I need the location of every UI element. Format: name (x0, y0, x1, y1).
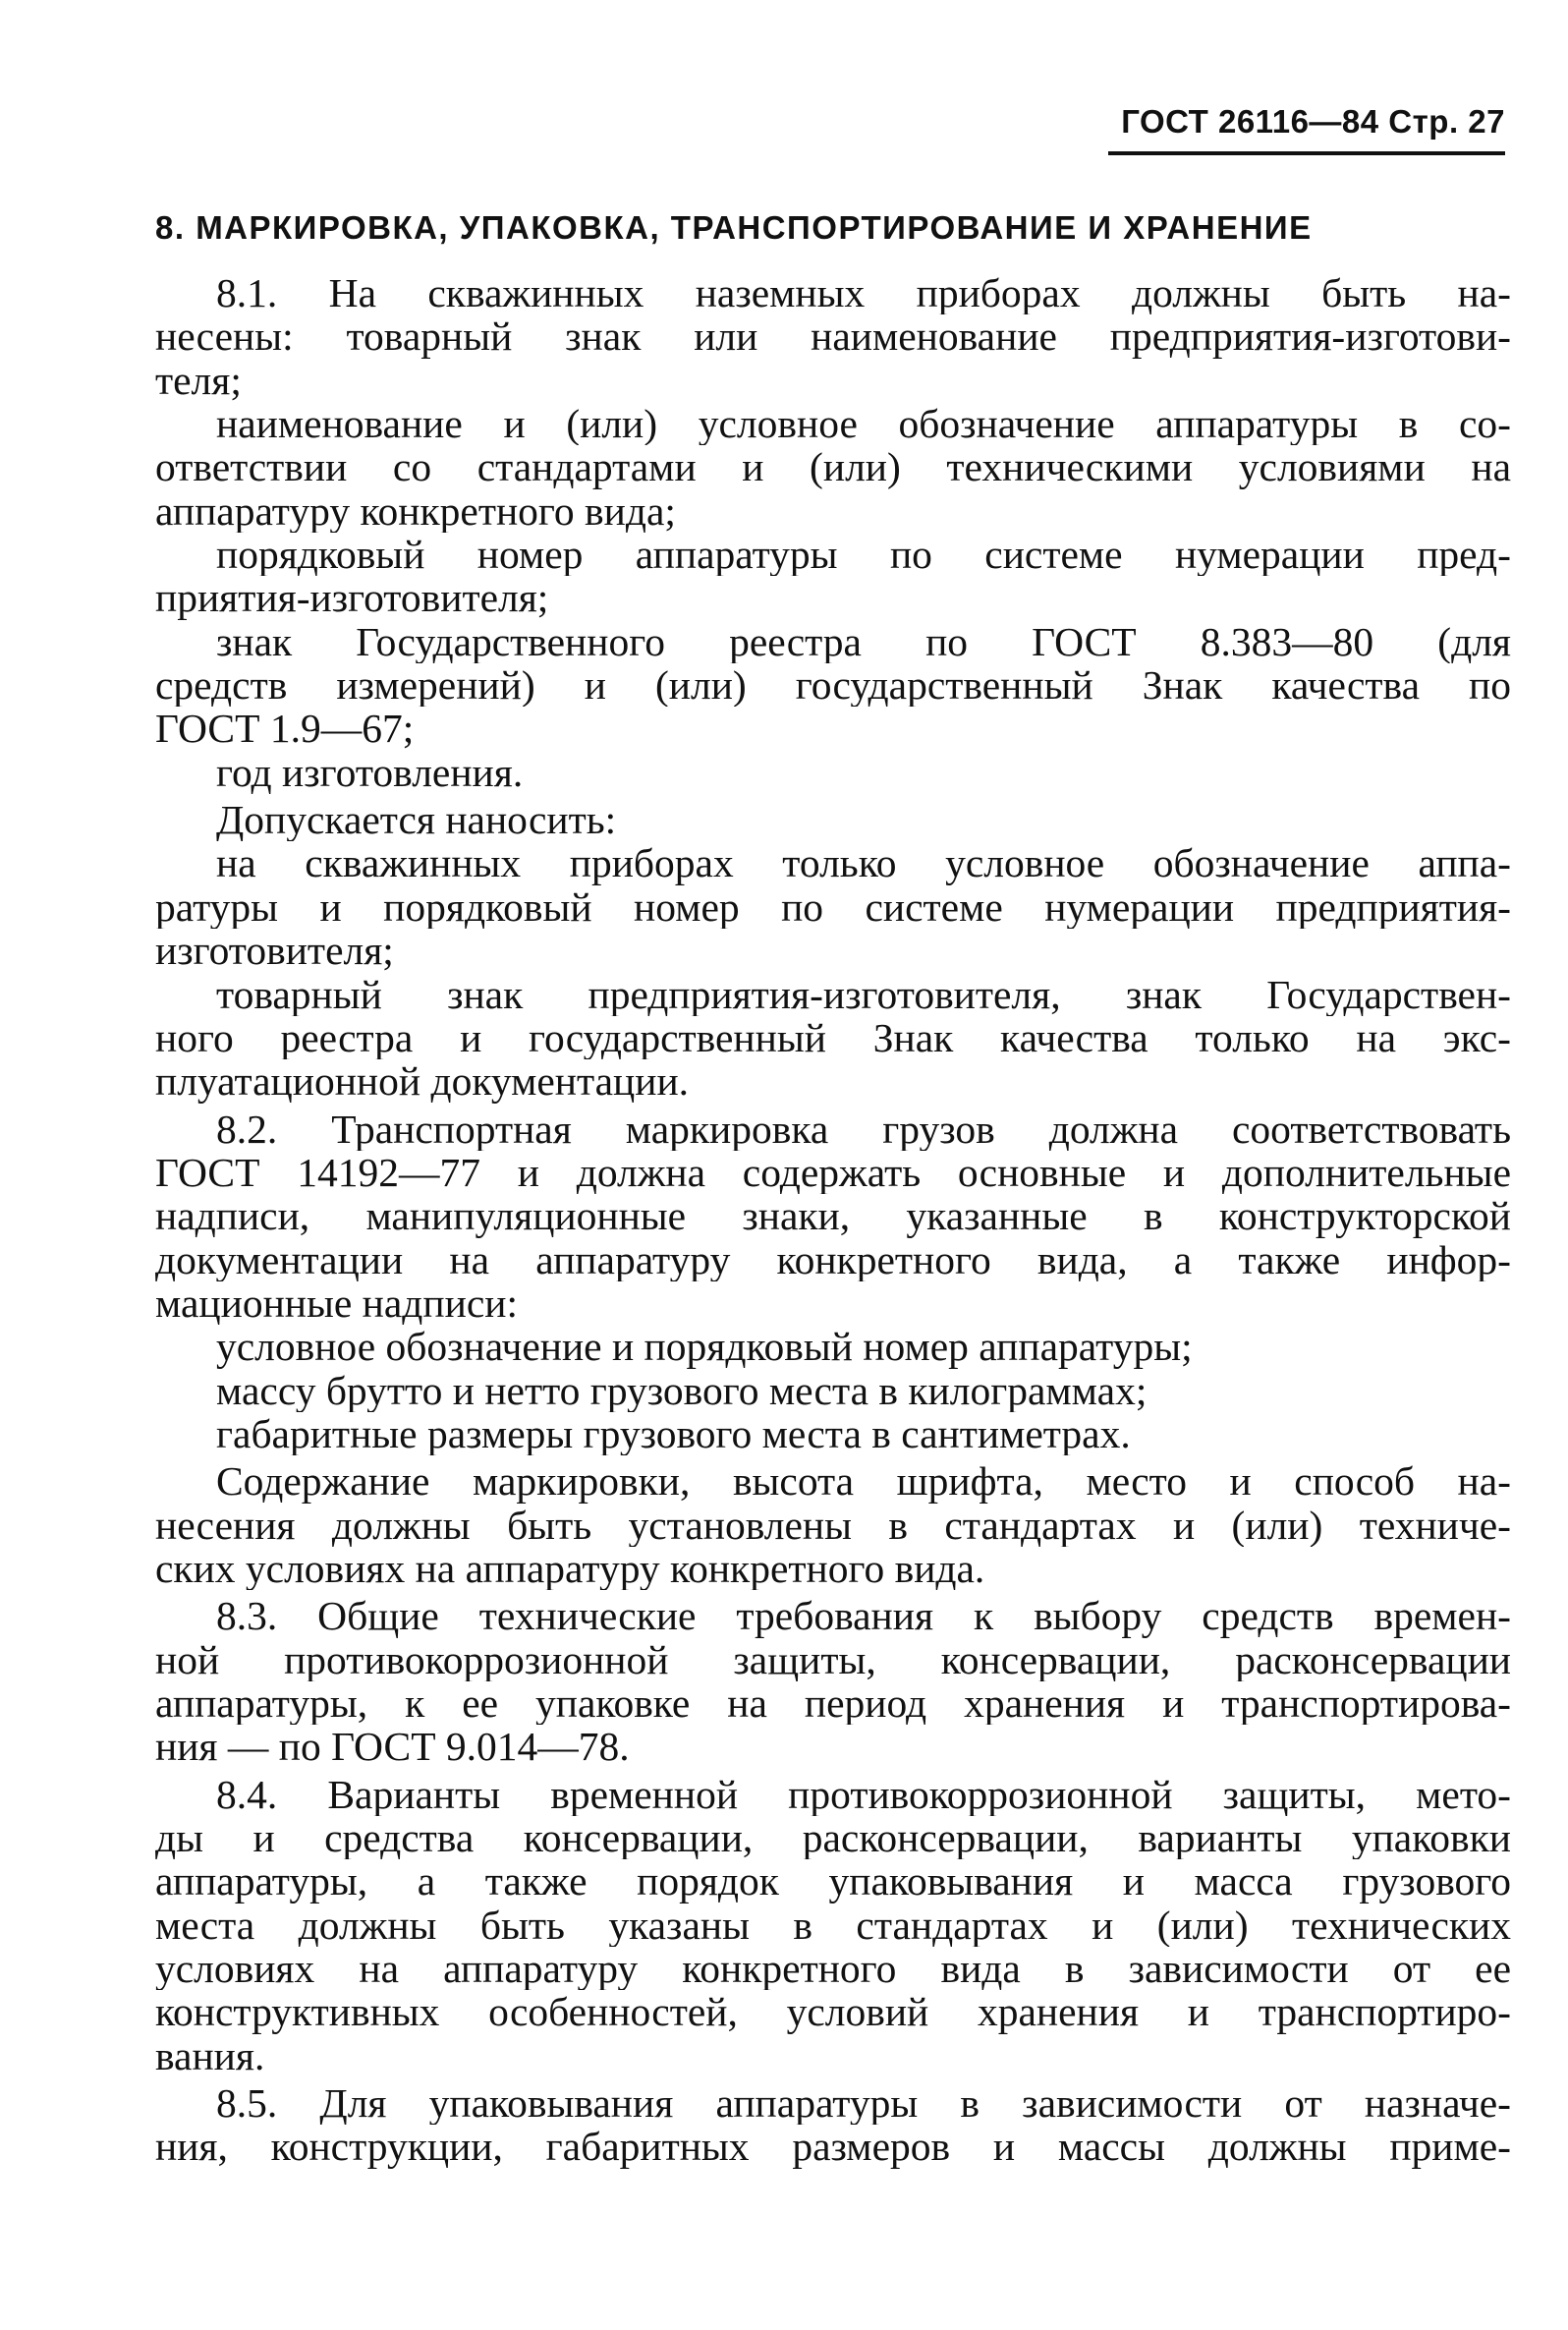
text-line: аппаратуры, к ее упаковке на период хранения и транспортирова- (155, 1681, 1511, 1726)
text-line: 8.4. Варианты временной противокоррозионной защиты, мето- (216, 1772, 1511, 1817)
text-line: средств измерений) и (или) государственный Знак качества по (155, 663, 1511, 708)
text-line: несены: товарный знак или наименование предприятия-изготови- (155, 314, 1511, 359)
text-line: ной противокоррозионной защиты, консервации, расконсервации (155, 1637, 1511, 1681)
text-line: условиях на аппаратуру конкретного вида в зависимости от ее (155, 1947, 1511, 1991)
text-line: изготовителя; (155, 929, 394, 973)
text-line: 8.3. Общие технические требования к выбору средств времен- (216, 1594, 1511, 1638)
text-line: знак Государственного реестра по ГОСТ 8.383—80 (для (216, 619, 1511, 664)
text-line: места должны быть указаны в стандартах и (или) технических (155, 1903, 1511, 1948)
text-line: Допускается наносить: (216, 798, 617, 842)
text-line: 8.5. Для упаковывания аппаратуры в зависимости от назначе- (216, 2081, 1511, 2126)
text-line: вания. (155, 2033, 265, 2078)
body-text (155, 271, 1511, 2169)
text-line: массу брутто и нетто грузового места в килограммах; (216, 1368, 1148, 1412)
text-line: документации на аппаратуру конкретного вида, а также инфор- (155, 1237, 1511, 1281)
text-line: ного реестра и государственный Знак качества только на экс- (155, 1015, 1511, 1060)
text-line: ГОСТ 14192—77 и должна содержать основные и дополнительные (155, 1150, 1511, 1195)
header-rule (1108, 151, 1505, 155)
text-line: ских условиях на аппаратуру конкретного вида. (155, 1546, 985, 1591)
text-line: 8.1. На скважинных наземных приборах должны быть на- (216, 271, 1511, 315)
text-line: теля; (155, 358, 242, 403)
text-line: несения должны быть установлены в стандартах и (или) техниче- (155, 1503, 1511, 1547)
text-line: 8.2. Транспортная маркировка грузов должна соответствовать (216, 1107, 1511, 1151)
text-line: Содержание маркировки, высота шрифта, место и способ на- (216, 1459, 1511, 1504)
text-line: ния, конструкции, габаритных размеров и массы должны приме- (155, 2125, 1511, 2169)
text-line: ответствии со стандартами и (или) техническими условиями на (155, 445, 1511, 489)
text-line: мационные надписи: (155, 1280, 518, 1326)
text-line: аппаратуры, а также порядок упаковывания и масса грузового (155, 1859, 1511, 1904)
text-line: порядковый номер аппаратуры по системе нумерации пред- (216, 533, 1511, 577)
text-line: плуатационной документации. (155, 1059, 690, 1104)
text-line: на скважинных приборах только условное обозначение аппа- (216, 841, 1511, 885)
text-line: условное обозначение и порядковый номер аппаратуры; (216, 1325, 1193, 1369)
text-line: ратуры и порядковый номер по системе нумерации предприятия- (155, 884, 1511, 930)
text-line: ды и средства консервации, расконсервации, варианты упаковки (155, 1816, 1511, 1860)
text-line: аппаратуру конкретного вида; (155, 488, 676, 534)
section-heading: 8. МАРКИРОВКА, УПАКОВКА, ТРАНСПОРТИРОВАНИЕ И ХРАНЕНИЕ (155, 209, 1313, 246)
text-line: год изготовления. (216, 750, 524, 795)
text-line: товарный знак предприятия-изготовителя, знак Государствен- (216, 972, 1511, 1016)
text-line: наименование и (или) условное обозначение аппаратуры в со- (216, 402, 1511, 446)
running-header: ГОСТ 26116—84 Стр. 27 (1121, 103, 1505, 140)
text-line: приятия-изготовителя; (155, 576, 549, 620)
text-line: ГОСТ 1.9—67; (155, 707, 415, 751)
text-line: габаритные размеры грузового места в сантиметрах. (216, 1411, 1131, 1456)
text-line: надписи, манипуляционные знаки, указанные в конструкторской (155, 1194, 1511, 1238)
text-line: конструктивных особенностей, условий хранения и транспортиро- (155, 1990, 1511, 2034)
text-line: ния — по ГОСТ 9.014—78. (155, 1725, 630, 1769)
